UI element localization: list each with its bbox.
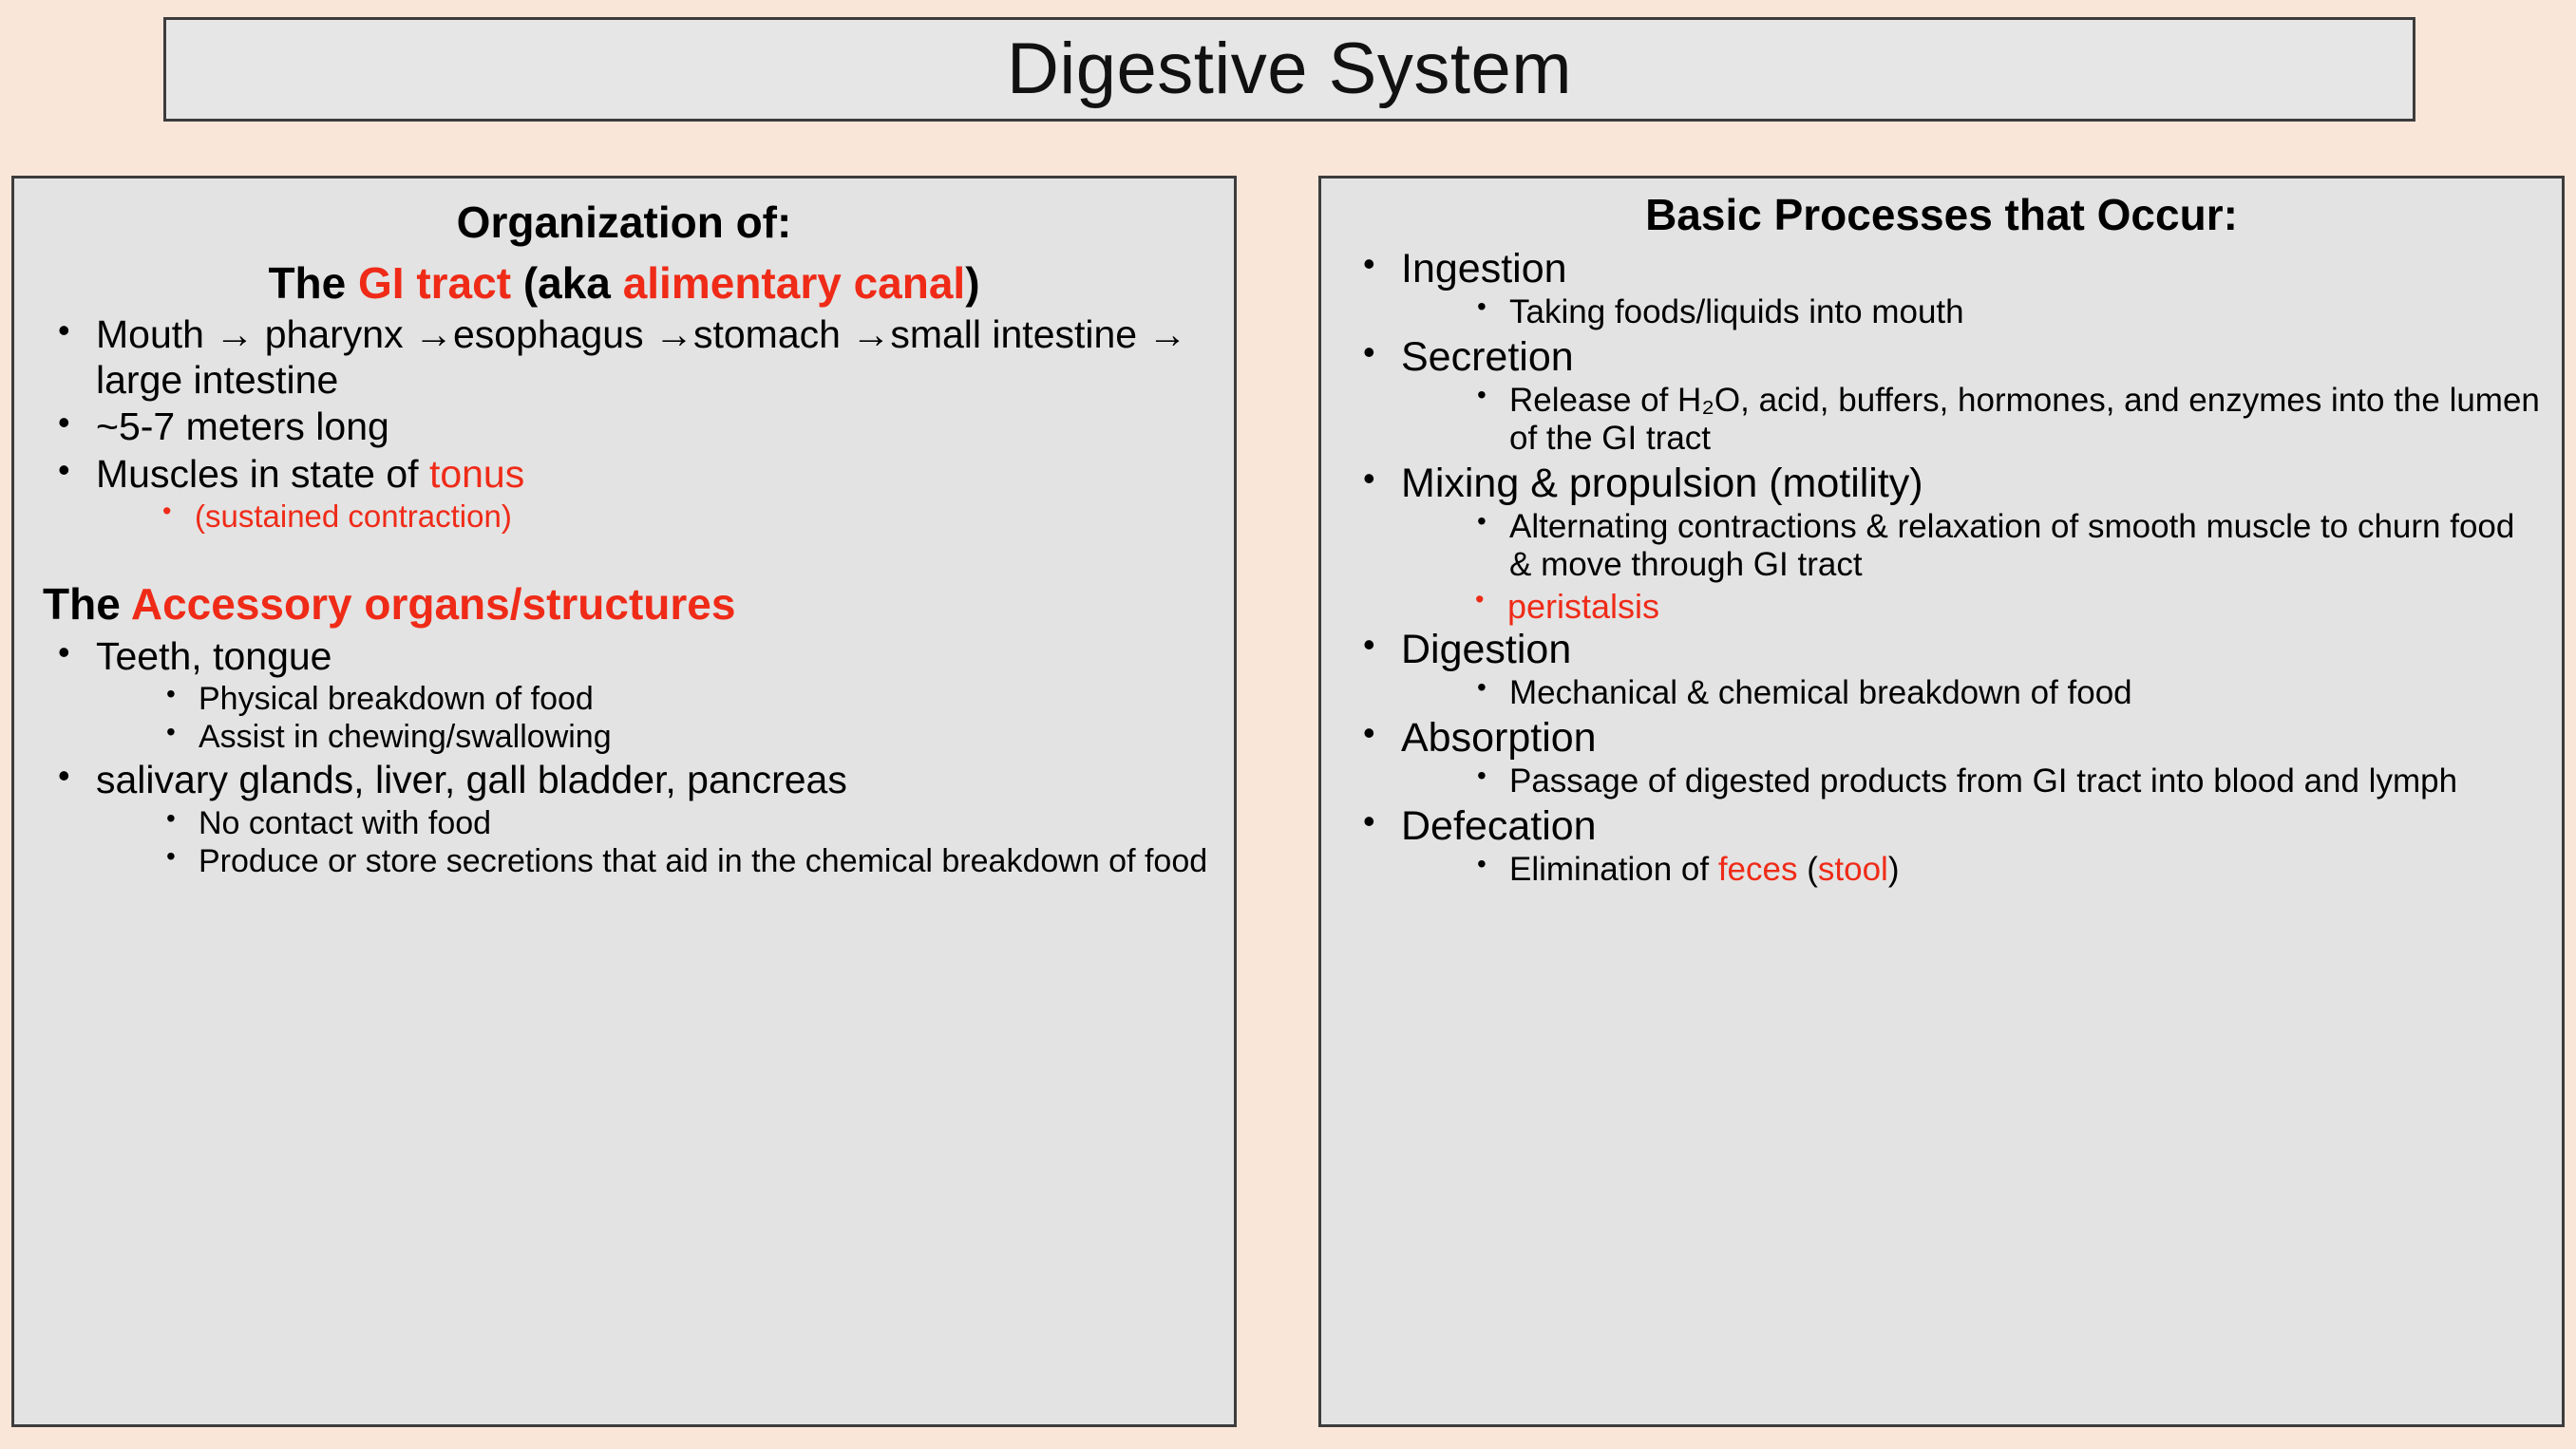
- list-item: [1342, 461, 2541, 626]
- mixing-sublist: [1458, 508, 2541, 583]
- process-label-mixing-propulsion: Mixing & propulsion (motility): [1401, 461, 1923, 507]
- list-item: • Assist in chewing/swallowing: [147, 719, 1211, 756]
- basic-processes-list: [1342, 246, 2541, 889]
- tonus-text: Muscles in state of: [96, 451, 429, 496]
- gi-tract-suffix: ): [965, 257, 980, 308]
- gi-tract-middle: (aka: [511, 257, 623, 308]
- list-item: [37, 758, 1211, 880]
- peristalsis-sublist: [1458, 587, 2541, 626]
- list-item: • Passage of digested products from GI tract into blood and lymph: [1458, 762, 2541, 800]
- ingestion-sublist: [1458, 293, 2541, 331]
- section-spacer: [37, 536, 1211, 574]
- process-label-secretion: Secretion: [1401, 334, 1574, 381]
- gi-tract-term: GI tract: [358, 257, 512, 308]
- gi-tract-prefix: The: [268, 257, 358, 308]
- gi-tract-heading: [37, 257, 1211, 309]
- defecation-text-after: ): [1887, 851, 1900, 889]
- left-content-panel: [11, 176, 1237, 1427]
- list-item: [1342, 627, 2541, 711]
- list-item: [1342, 715, 2541, 800]
- alimentary-canal-term: alimentary canal: [622, 257, 966, 308]
- list-item: [1342, 803, 2541, 888]
- list-item: • ~5-7 meters long: [37, 405, 1211, 450]
- absorption-sublist: [1458, 762, 2541, 800]
- process-label-defecation: Defecation: [1401, 803, 1597, 850]
- stool-term: stool: [1817, 851, 1888, 889]
- list-item: • Mouth → pharynx →esophagus →stomach →small intestine → large intestine: [37, 312, 1211, 403]
- glands-sublist: [147, 805, 1211, 880]
- process-label-ingestion: Ingestion: [1401, 245, 1567, 292]
- list-item: • peristalsis: [1458, 587, 2541, 626]
- teeth-tongue-sublist: [147, 681, 1211, 756]
- list-item: • No contact with food: [147, 805, 1211, 842]
- list-item: [1342, 334, 2541, 457]
- defecation-text-before: Elimination of: [1509, 851, 1718, 889]
- list-item-label: salivary glands, liver, gall bladder, pancreas: [96, 758, 847, 802]
- list-item: [37, 634, 1211, 757]
- defecation-sublist: [1458, 851, 2541, 889]
- list-item: • Physical breakdown of food: [147, 681, 1211, 718]
- secretion-sublist: [1458, 382, 2541, 457]
- accessory-term: Accessory organs/structures: [130, 579, 736, 630]
- list-item: • Alternating contractions & relaxation of smooth muscle to churn food & move through GI tract: [1458, 508, 2541, 583]
- digestion-sublist: [1458, 674, 2541, 712]
- feces-term: feces: [1717, 851, 1798, 889]
- left-panel-heading: Organization of:: [456, 198, 792, 247]
- process-label-digestion: Digestion: [1401, 626, 1572, 672]
- list-item: • Release of H₂O, acid, buffers, hormones, and enzymes into the lumen of the GI tract: [1458, 382, 2541, 457]
- right-panel-heading: Basic Processes that Occur:: [1645, 190, 2238, 239]
- list-item: [1342, 246, 2541, 330]
- list-item: [37, 452, 1211, 535]
- list-item: [1458, 851, 2541, 889]
- defecation-text-middle: (: [1797, 851, 1818, 889]
- list-item: • (sustained contraction): [145, 499, 1211, 535]
- process-label-absorption: Absorption: [1401, 715, 1597, 762]
- accessory-organs-heading: [43, 578, 1211, 630]
- list-item: • Taking foods/liquids into mouth: [1458, 293, 2541, 331]
- tonus-term: tonus: [428, 451, 525, 496]
- list-item-label: Teeth, tongue: [96, 633, 332, 678]
- slide-title-box: [163, 17, 2415, 122]
- accessory-organs-bullet-list: [37, 634, 1211, 880]
- list-item: • Produce or store secretions that aid in the chemical breakdown of food: [147, 843, 1211, 880]
- gi-tract-bullet-list: [37, 312, 1211, 535]
- tonus-sublist: [145, 499, 1211, 535]
- right-content-panel: [1318, 176, 2565, 1427]
- page-title: Digestive System: [1006, 28, 1573, 109]
- accessory-prefix: The: [43, 579, 131, 630]
- list-item: • Mechanical & chemical breakdown of food: [1458, 674, 2541, 712]
